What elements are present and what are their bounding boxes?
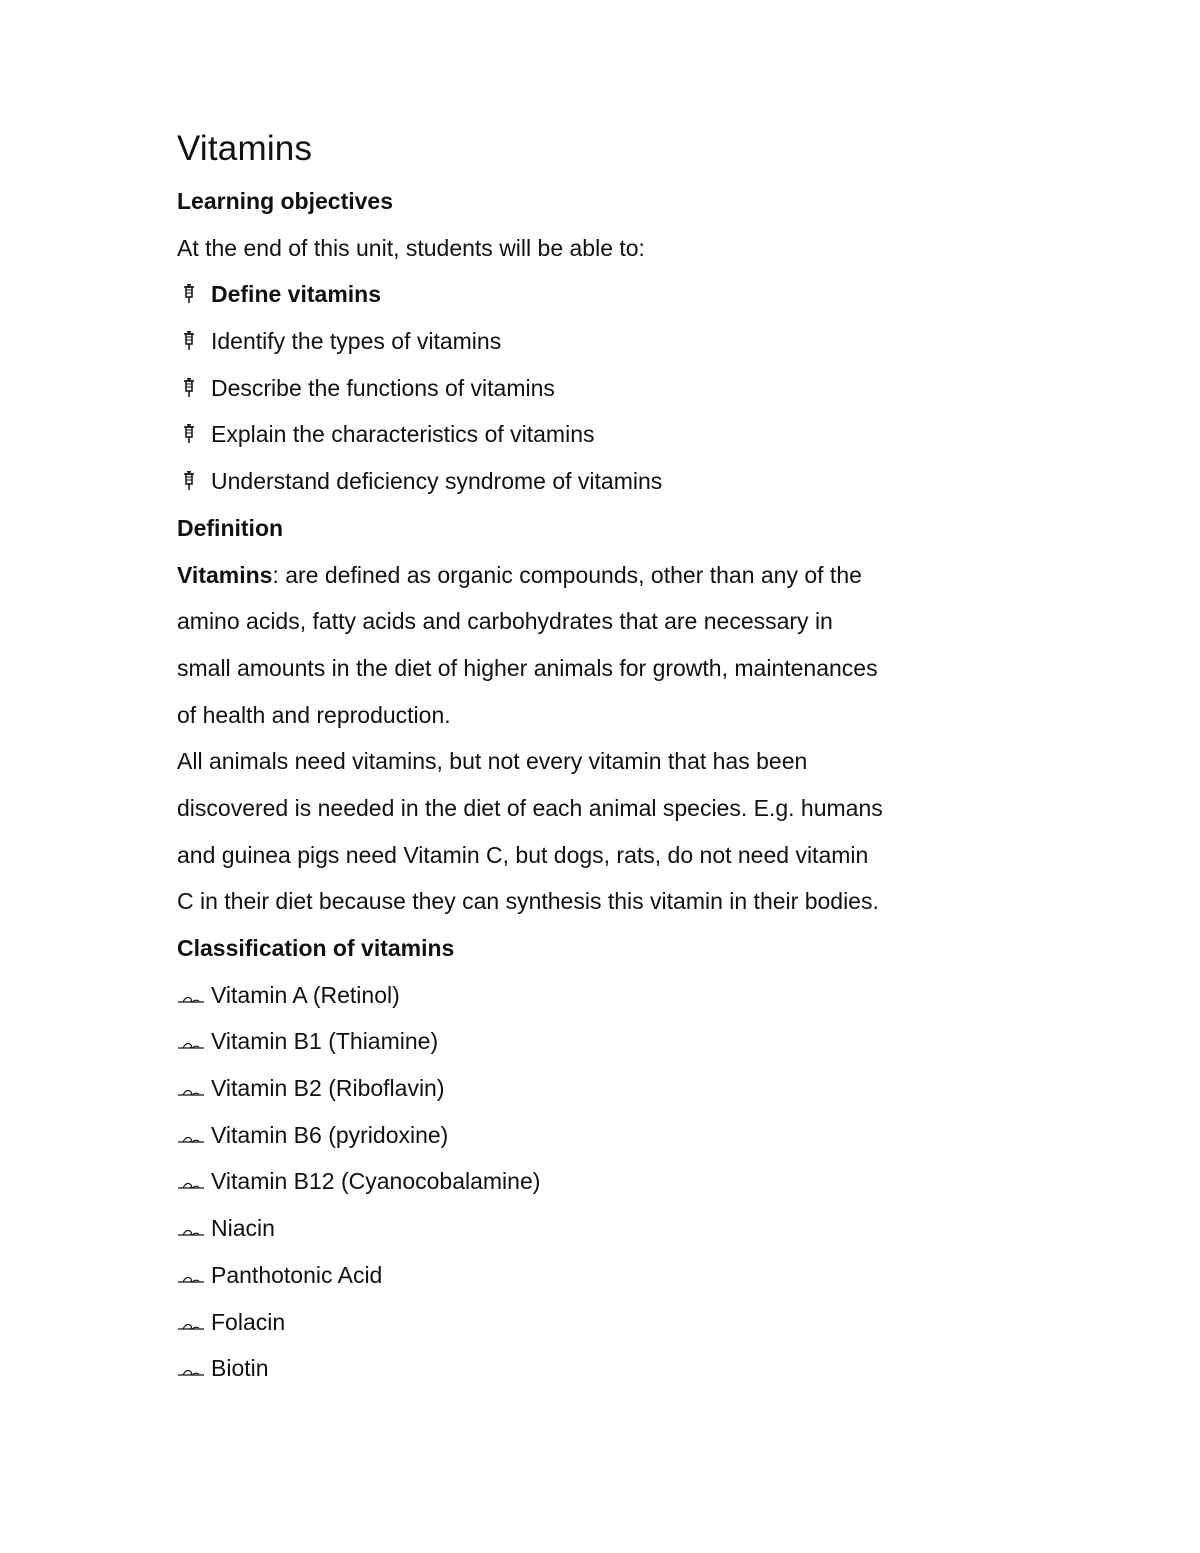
definition-text: : are defined as organic compounds, other than any of the: [272, 561, 862, 588]
syringe-bullet-icon: [177, 458, 211, 505]
definition-term: Vitamins: [177, 561, 273, 588]
objective-text: Describe the functions of vitamins: [211, 374, 555, 401]
learning-objectives-heading: Learning objectives: [177, 188, 394, 214]
objective-item: [177, 411, 977, 458]
intro-text: At the end of this unit, students will be able to:: [177, 234, 645, 261]
objective-text: Identify the types of vitamins: [211, 328, 502, 355]
syringe-bullet-icon: [177, 271, 211, 318]
wave-bullet-icon: [177, 1018, 211, 1065]
objective-item: [177, 271, 977, 318]
vitamin-item: [177, 1158, 977, 1205]
vitamin-item: [177, 1345, 977, 1392]
objective-text: Understand deficiency syndrome of vitamins: [211, 468, 663, 495]
wave-bullet-icon: [177, 1205, 211, 1252]
wave-bullet-icon: [177, 1299, 211, 1346]
document-content: [177, 126, 977, 1392]
wave-bullet-icon: [177, 1252, 211, 1299]
vitamin-item: [177, 1112, 977, 1159]
vitamin-name: Niacin: [211, 1215, 275, 1242]
definition-line: of health and reproduction.: [177, 701, 451, 728]
vitamin-name: Vitamin B2 (Riboflavin): [211, 1075, 445, 1102]
syringe-bullet-icon: [177, 411, 211, 458]
definition-line: amino acids, fatty acids and carbohydrates that are necessary in: [177, 608, 833, 635]
vitamin-name: Panthotonic Acid: [211, 1261, 383, 1288]
objective-item: [177, 318, 977, 365]
definition-line: [177, 552, 977, 599]
wave-bullet-icon: [177, 1345, 211, 1392]
vitamin-item: [177, 972, 977, 1019]
definition-line: small amounts in the diet of higher animals for growth, maintenances: [177, 654, 878, 681]
objective-item: [177, 458, 977, 505]
vitamin-name: Vitamin B12 (Cyanocobalamine): [211, 1168, 541, 1195]
vitamin-item: [177, 1018, 977, 1065]
wave-bullet-icon: [177, 1158, 211, 1205]
vitamin-name: Biotin: [211, 1355, 269, 1382]
vitamin-name: Vitamin B1 (Thiamine): [211, 1028, 439, 1055]
objective-text: Define vitamins: [211, 281, 381, 308]
objective-text: Explain the characteristics of vitamins: [211, 421, 595, 448]
paragraph-line: All animals need vitamins, but not every vitamin that has been: [177, 748, 808, 775]
paragraph-line: and guinea pigs need Vitamin C, but dogs, rats, do not need vitamin: [177, 841, 869, 868]
vitamin-name: Vitamin A (Retinol): [211, 981, 400, 1008]
paragraph-line: discovered is needed in the diet of each animal species. E.g. humans: [177, 794, 883, 821]
page-title: Vitamins: [177, 129, 313, 168]
classification-heading: Classification of vitamins: [177, 935, 455, 961]
vitamin-item: [177, 1065, 977, 1112]
vitamin-name: Folacin: [211, 1308, 286, 1335]
definition-heading: Definition: [177, 514, 284, 541]
paragraph-line: C in their diet because they can synthesis this vitamin in their bodies.: [177, 888, 879, 915]
wave-bullet-icon: [177, 1065, 211, 1112]
syringe-bullet-icon: [177, 318, 211, 365]
wave-bullet-icon: [177, 972, 211, 1019]
objective-item: [177, 365, 977, 412]
vitamin-name: Vitamin B6 (pyridoxine): [211, 1121, 449, 1148]
syringe-bullet-icon: [177, 365, 211, 412]
vitamin-item: [177, 1252, 977, 1299]
vitamin-item: [177, 1205, 977, 1252]
wave-bullet-icon: [177, 1112, 211, 1159]
vitamin-item: [177, 1299, 977, 1346]
